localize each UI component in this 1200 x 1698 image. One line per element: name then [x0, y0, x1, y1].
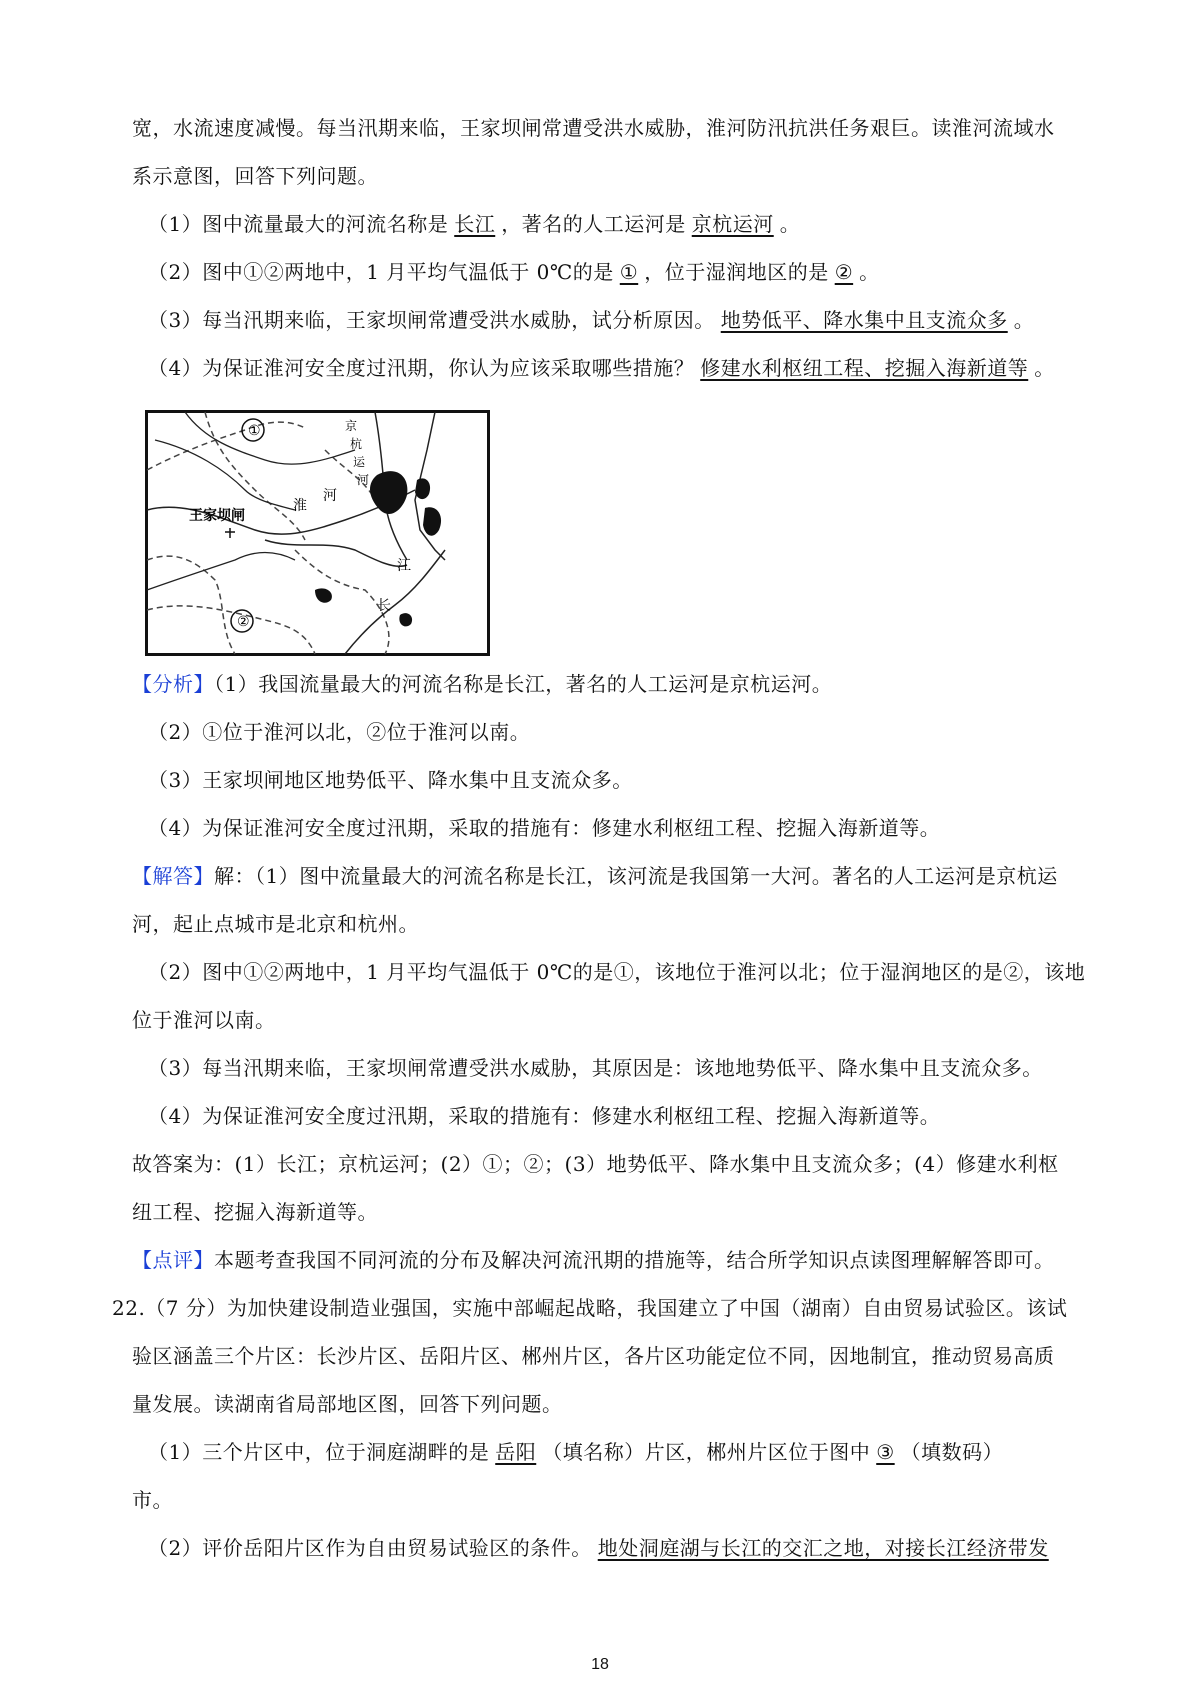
map-label-jing: 京: [345, 419, 358, 433]
solution-line-4: 位于淮河以南。: [132, 1008, 276, 1032]
intro-line-2: 系示意图，回答下列问题。: [132, 164, 378, 188]
map-label-chang: 长: [377, 598, 391, 614]
q22-item-1: （1）三个片区中，位于洞庭湖畔的是 岳阳 （填名称）片区，郴州片区位于图中 ③ （填数码）: [148, 1436, 1104, 1468]
q21-item-4: （4）为保证淮河安全度过汛期，你认为应该采取哪些措施？ 修建水利枢纽工程、挖掘入海新道等 。: [148, 352, 1104, 384]
solution-line-3: （2）图中①②两地中，1 月平均气温低于 0℃的是①，该地位于淮河以北；位于湿润地区的是②，该地: [148, 960, 1086, 984]
map-label-huai: 淮: [293, 498, 307, 514]
q22-item-2: （2）评价岳阳片区作为自由贸易试验区的条件。 地处洞庭湖与长江的交汇之地，对接长江经济带发: [148, 1532, 1104, 1564]
analysis-line-1: 【分析】（1）我国流量最大的河流名称是长江，著名的人工运河是京杭运河。: [132, 672, 833, 696]
answer-blank: 长江: [454, 212, 496, 236]
solution-line-6: （4）为保证淮河安全度过汛期，采取的措施有：修建水利枢纽工程、挖掘入海新道等。: [148, 1104, 941, 1128]
q22-stem-2: 验区涵盖三个片区：长沙片区、岳阳片区、郴州片区，各片区功能定位不同，因地制宜，推动贸易高质: [132, 1344, 1055, 1368]
analysis-line-3: （3）王家坝闸地区地势低平、降水集中且支流众多。: [148, 768, 633, 792]
answer-blank: 地处洞庭湖与长江的交汇之地，对接长江经济带发: [597, 1536, 1049, 1560]
q22-stem-3: 量发展。读湖南省局部地区图，回答下列问题。: [132, 1392, 563, 1416]
solution-answer-1: 故答案为：(1）长江；京杭运河；(2）①；②；(3）地势低平、降水集中且支流众多；(4）修建水利枢: [132, 1152, 1059, 1176]
answer-blank: 岳阳: [495, 1440, 537, 1464]
analysis-line-2: （2）①位于淮河以北，②位于淮河以南。: [148, 720, 531, 744]
answer-blank: ②: [834, 260, 854, 284]
huaihe-basin-map: [145, 410, 490, 656]
intro-line-1: 宽，水流速度减慢。每当汛期来临，王家坝闸常遭受洪水威胁，淮河防汛抗洪任务艰巨。读淮河流域水: [132, 116, 1055, 140]
solution-line-2: 河，起止点城市是北京和杭州。: [132, 912, 419, 936]
solution-line-1: 【解答】解：（1）图中流量最大的河流名称是长江，该河流是我国第一大河。著名的人工运河是京杭运: [132, 864, 1058, 888]
analysis-line-4: （4）为保证淮河安全度过汛期，采取的措施有：修建水利枢纽工程、挖掘入海新道等。: [148, 816, 941, 840]
map-label-yun: 运: [353, 455, 366, 469]
map-label-he2: 河: [357, 473, 370, 487]
answer-blank: 京杭运河: [691, 212, 774, 236]
map-label-hang: 杭: [350, 437, 363, 451]
q22-item-1-cont: 市。: [132, 1488, 173, 1512]
answer-blank: ③: [876, 1440, 895, 1464]
solution-tag: 【解答】: [132, 864, 214, 888]
analysis-tag: 【分析】: [132, 672, 214, 696]
solution-answer-2: 纽工程、挖掘入海新道等。: [132, 1200, 378, 1224]
answer-blank: 地势低平、降水集中且支流众多: [720, 308, 1008, 332]
answer-blank: ①: [619, 260, 639, 284]
map-label-2: ②: [237, 614, 250, 630]
map-label-1: ①: [248, 423, 261, 439]
answer-blank: 修建水利枢纽工程、挖掘入海新道等: [700, 356, 1029, 380]
page-number: 18: [591, 1656, 609, 1673]
q21-item-3: （3）每当汛期来临，王家坝闸常遭受洪水威胁，试分析原因。 地势低平、降水集中且支流众多 。: [148, 304, 1104, 336]
q21-item-1: （1）图中流量最大的河流名称是 长江 ，著名的人工运河是 京杭运河 。: [148, 208, 1104, 240]
q22-stem-1: 22.（7 分）为加快建设制造业强国，实施中部崛起战略，我国建立了中国（湖南）自由贸易试验区。该试: [112, 1296, 1068, 1320]
review-line: 【点评】本题考查我国不同河流的分布及解决河流汛期的措施等，结合所学知识点读图理解解答即可。: [132, 1248, 1055, 1272]
map-label-jiang: 江: [397, 558, 411, 574]
review-tag: 【点评】: [132, 1248, 214, 1272]
map-label-he: 河: [323, 488, 337, 504]
map-label-wangjiaba: 王家坝闸: [189, 508, 245, 524]
q21-item-2: （2）图中①②两地中，1 月平均气温低于 0℃的是 ① ，位于湿润地区的是 ② 。: [148, 256, 1104, 288]
solution-line-5: （3）每当汛期来临，王家坝闸常遭受洪水威胁，其原因是：该地地势低平、降水集中且支流众多。: [148, 1056, 1043, 1080]
